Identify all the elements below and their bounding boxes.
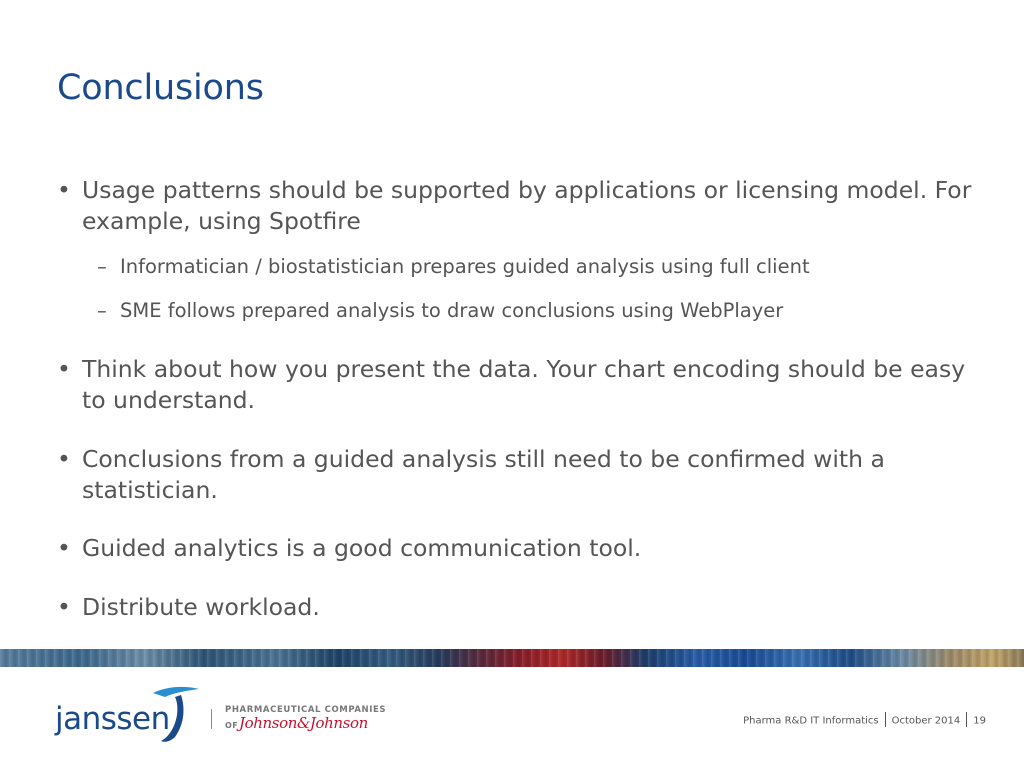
page-number: 19 xyxy=(973,715,986,727)
decorative-image-band xyxy=(0,649,1024,667)
footer-separator xyxy=(885,712,886,727)
logo-tagline: PHARMACEUTICAL COMPANIES xyxy=(225,705,387,715)
slide-footer xyxy=(600,713,986,728)
logo-of: OF xyxy=(225,721,239,730)
bullet-item xyxy=(57,533,977,564)
bullet-item xyxy=(57,354,977,416)
bullet-item xyxy=(57,175,977,237)
janssen-swoosh-icon xyxy=(151,683,201,745)
footer-separator xyxy=(966,712,967,727)
logo-wordmark: janssen xyxy=(55,701,170,737)
bullet-item xyxy=(57,592,977,623)
bullet-text: Distribute workload. xyxy=(82,593,320,621)
dash-marker: – xyxy=(97,255,107,278)
bullet-marker: • xyxy=(57,445,71,473)
slide-title: Conclusions xyxy=(57,68,264,108)
bullet-marker: • xyxy=(57,534,71,562)
jnj-logo: Johnson&Johnson xyxy=(239,714,368,732)
bullet-marker: • xyxy=(57,355,71,383)
sub-bullet-text: Informatician / biostatistician prepares guided analysis using full client xyxy=(120,255,810,278)
bullet-text: Conclusions from a guided analysis still need to be confirmed with a statistician. xyxy=(82,445,885,504)
footer-date: October 2014 xyxy=(891,715,961,727)
sub-bullet-item xyxy=(97,254,977,280)
dash-marker: – xyxy=(97,299,107,322)
bullet-text: Usage patterns should be supported by applications or licensing model. For example, using Spotfire xyxy=(82,176,972,235)
bullet-item xyxy=(57,444,977,506)
bullet-text: Guided analytics is a good communication tool. xyxy=(82,534,642,562)
sub-bullet-text: SME follows prepared analysis to draw conclusions using WebPlayer xyxy=(120,299,784,322)
sub-bullet-item xyxy=(97,298,977,324)
logo-divider xyxy=(211,709,212,729)
janssen-logo xyxy=(55,683,387,745)
bullet-marker: • xyxy=(57,593,71,621)
bullet-text: Think about how you present the data. Your chart encoding should be easy to understand. xyxy=(82,355,966,414)
footer-department: Pharma R&D IT Informatics xyxy=(743,715,879,727)
bullet-marker: • xyxy=(57,176,71,204)
